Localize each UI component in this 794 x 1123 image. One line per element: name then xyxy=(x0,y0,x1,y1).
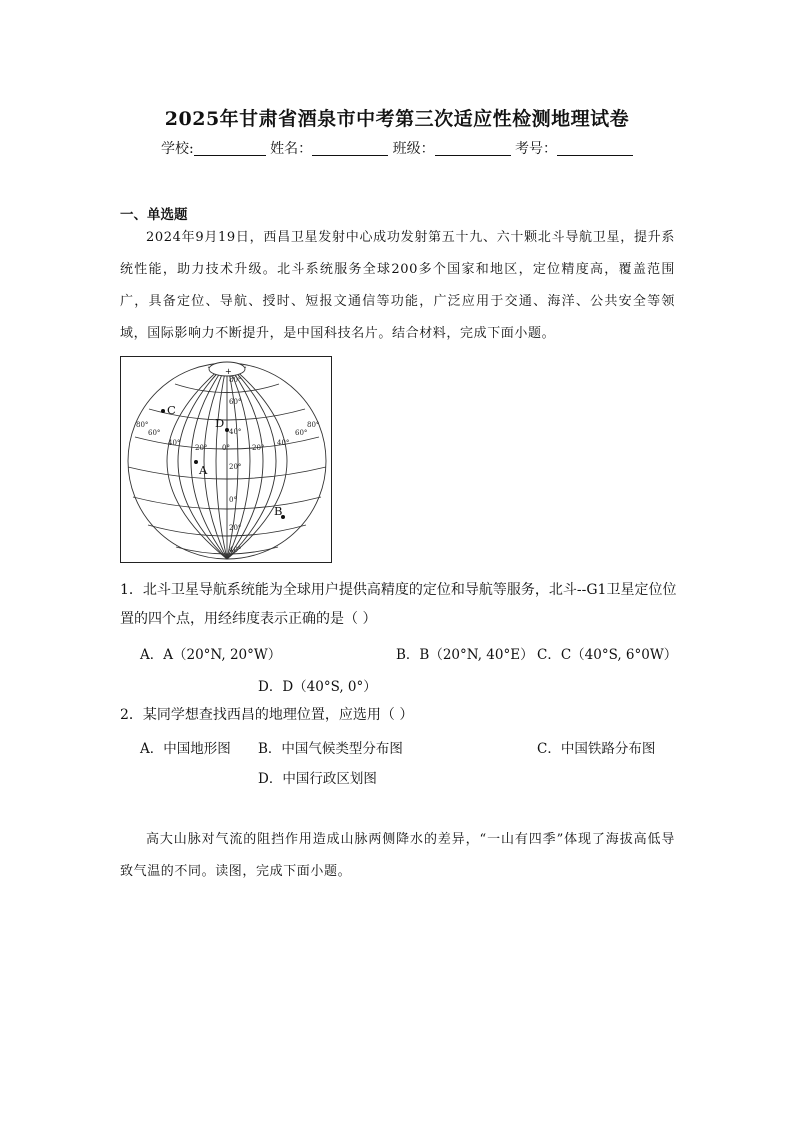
class-blank[interactable] xyxy=(435,141,511,156)
school-blank[interactable] xyxy=(194,141,266,156)
question-1-stem: 1．北斗卫星导航系统能为全球用户提供高精度的定位和导航等服务，北斗--G1卫星定位位置的四个点，用经纬度表示正确的是（ ） xyxy=(120,582,677,627)
lat-label: 20° xyxy=(229,524,242,532)
point-a-label: A xyxy=(199,463,208,477)
name-blank[interactable] xyxy=(312,141,388,156)
exam-number-blank[interactable] xyxy=(557,141,633,156)
point-d-marker xyxy=(225,428,229,432)
lon-label: 80° xyxy=(136,421,149,429)
question-2-option-d[interactable]: D．中国行政区划图 xyxy=(258,771,377,787)
passage-beidou: 2024年9月19日，西昌卫星发射中心成功发射第五十九、六十颗北斗导航卫星，提升系统性能，助力技术升级。北斗系统服务全球200多个国家和地区，定位精度高，覆盖范围广，具备定位、导航、授时、短报文通信等功能，广泛应用于交通、海洋、公共安全等领域，国际影响力不断提升，是中国科技名片。结合材料，完成下面小题。 xyxy=(120,230,675,341)
pole-mark: + xyxy=(225,367,232,376)
question-1-option-b[interactable]: B．B（20°N, 40°E） xyxy=(396,647,534,663)
question-1-option-c[interactable]: C．C（40°S, 6°0W） xyxy=(537,647,678,663)
lon-label: 60° xyxy=(295,429,308,437)
lat-label: 60° xyxy=(229,398,242,406)
lat-label: 0° xyxy=(229,496,237,504)
point-c-marker xyxy=(161,409,165,413)
lon-label: 0° xyxy=(222,444,230,452)
student-info-line xyxy=(0,138,794,158)
globe-graticule xyxy=(121,357,331,562)
question-1-option-d[interactable]: D．D（40°S, 0°） xyxy=(258,679,377,695)
lat-label: 40° xyxy=(229,546,242,554)
globe-figure xyxy=(120,356,332,563)
lon-label: 20° xyxy=(195,444,208,452)
class-label: 班级： xyxy=(392,141,435,157)
question-2-stem: 2．某同学想查找西昌的地理位置，应选用（ ） xyxy=(120,707,414,723)
section-heading: 一、单选题 xyxy=(120,207,188,223)
exam-title: 2025年甘肃省酒泉市中考第三次适应性检测地理试卷 xyxy=(164,108,630,130)
question-2-option-c[interactable]: C．中国铁路分布图 xyxy=(537,741,656,757)
lat-label: 20° xyxy=(229,463,242,471)
point-a-marker xyxy=(194,460,198,464)
name-label: 姓名： xyxy=(270,141,313,157)
lon-label: 20° xyxy=(252,444,265,452)
lat-label: 40° xyxy=(229,428,242,436)
lat-label: 80° xyxy=(229,376,242,384)
school-label: 学校: xyxy=(160,141,194,157)
question-2-option-b[interactable]: B．中国气候类型分布图 xyxy=(258,741,403,757)
lon-label: 60° xyxy=(148,429,161,437)
question-1-option-a[interactable]: A．A（20°N, 20°W） xyxy=(140,647,282,663)
point-d-label: D xyxy=(215,416,225,430)
lon-label: 40° xyxy=(168,439,181,447)
passage-mountains: 高大山脉对气流的阻挡作用造成山脉两侧降水的差异，“一山有四季”体现了海拔高低导致气温的不同。读图，完成下面小题。 xyxy=(120,832,675,879)
lon-label: 80° xyxy=(307,421,320,429)
lon-label: 40° xyxy=(277,439,290,447)
point-c-label: C xyxy=(167,403,176,417)
exam-number-label: 考号： xyxy=(515,141,558,157)
point-b-label: B xyxy=(274,504,283,518)
question-2-option-a[interactable]: A．中国地形图 xyxy=(140,741,231,757)
